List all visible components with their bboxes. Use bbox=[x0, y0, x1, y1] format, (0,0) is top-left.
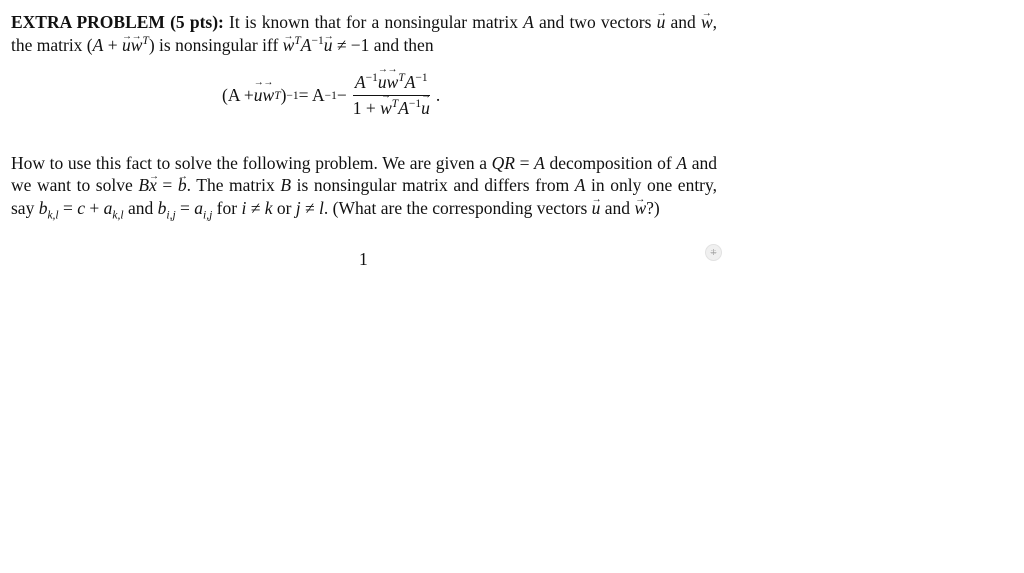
problem-statement bbox=[11, 11, 717, 56]
page-number: 1 bbox=[359, 249, 368, 269]
problem-question: How to use this fact to solve the following problem. We are given a QR = A decomposition of A and we want to solve B→ x = → b. The matrix B is nonsingular matrix and differs from A in only one entry, say $b_{k,l} = c + a_{k,l}$ and $b_{i,j} = a_{i,j}$ for i ≠ k or j ≠ l. (What are the corresponding vectors → u and → w?) bbox=[11, 152, 717, 220]
sherman-morrison-formula: (A + → u → w T ) −1 = A −1 − $\frac{A^{-1}\to u\to w^TA^{-1}}{1 + \to w^TA^{-1}\to u}$ . bbox=[222, 72, 440, 119]
problem-intro: EXTRA PROBLEM (5 pts): It is known that for a nonsingular matrix A and two vectors → u and → w, the matrix (A + → $u\to w^T$) is nonsingular iff → $w^TA^{-1}\to u \ne -1$ and then bbox=[11, 11, 717, 56]
formula-fraction bbox=[351, 72, 432, 119]
formula-numerator: $A^{-1}\to u\to w^TA^{-1}$ bbox=[353, 72, 430, 96]
formula-denominator: 1 + → $w^TA^{-1}\to u$ bbox=[351, 96, 432, 119]
move-handle-icon[interactable]: ⁜ bbox=[705, 244, 722, 261]
problem-heading: EXTRA PROBLEM (5 pts): bbox=[11, 12, 224, 32]
